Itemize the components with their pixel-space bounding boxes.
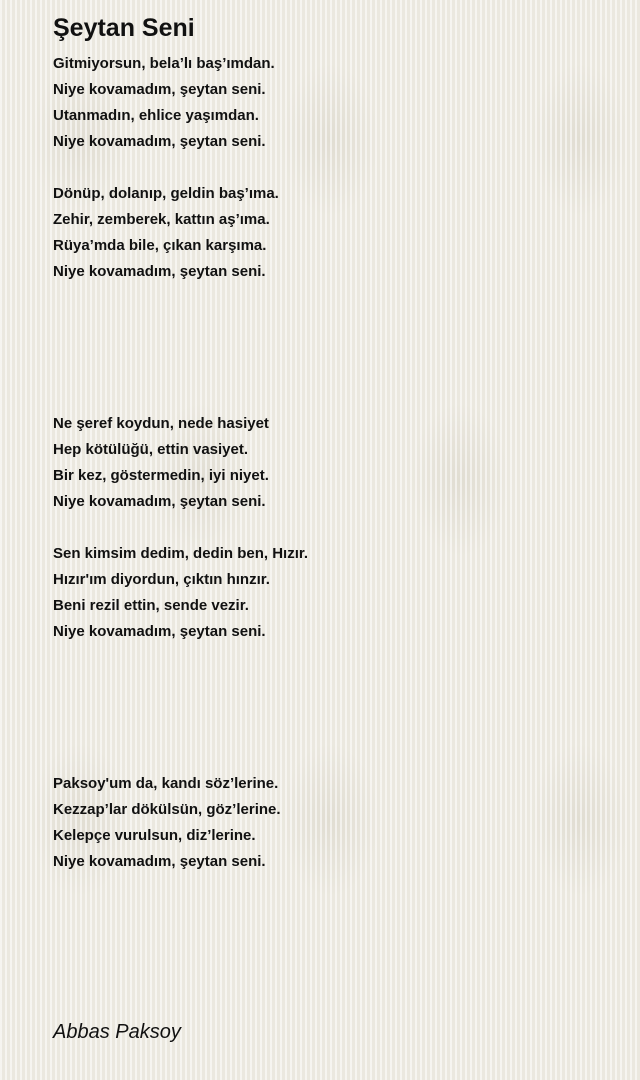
poem-line: Niye kovamadım, şeytan seni.: [53, 623, 266, 640]
poem-line: Beni rezil ettin, sende vezir.: [53, 597, 249, 614]
poem-author: Abbas Paksoy: [53, 1021, 181, 1043]
poem-line: Rüya’mda bile, çıkan karşıma.: [53, 237, 267, 254]
poem-line: Niye kovamadım, şeytan seni.: [53, 133, 266, 150]
poem-line: Ne şeref koydun, nede hasiyet: [53, 415, 269, 432]
stanza-3: [53, 411, 269, 515]
poem-title: Şeytan Seni: [53, 14, 195, 42]
poem-line: Utanmadın, ehlice yaşımdan.: [53, 107, 259, 124]
poem-line: Bir kez, göstermedin, iyi niyet.: [53, 467, 269, 484]
poem-line: Zehir, zemberek, kattın aş’ıma.: [53, 211, 270, 228]
poem-line: Hızır'ım diyordun, çıktın hınzır.: [53, 571, 270, 588]
poem-line: Niye kovamadım, şeytan seni.: [53, 853, 266, 870]
poem-line: Kezzap’lar dökülsün, göz’lerine.: [53, 801, 281, 818]
stanza-1: [53, 51, 275, 155]
poem-line: Niye kovamadım, şeytan seni.: [53, 263, 266, 280]
poem-line: Dönüp, dolanıp, geldin baş’ıma.: [53, 185, 279, 202]
poem-line: Sen kimsim dedim, dedin ben, Hızır.: [53, 545, 309, 562]
poem-line: Niye kovamadım, şeytan seni.: [53, 81, 266, 98]
poem-line: Niye kovamadım, şeytan seni.: [53, 493, 266, 510]
poem-line: Gitmiyorsun, bela’lı baş’ımdan.: [53, 55, 275, 72]
poem-line: Kelepçe vurulsun, diz’lerine.: [53, 827, 256, 844]
stanza-2: [53, 181, 279, 285]
stanza-4: [53, 541, 308, 645]
poem-line: Hep kötülüğü, ettin vasiyet.: [53, 441, 249, 458]
stanza-5: [53, 771, 281, 875]
poem-line: Paksoy'um da, kandı söz’lerine.: [53, 775, 279, 792]
